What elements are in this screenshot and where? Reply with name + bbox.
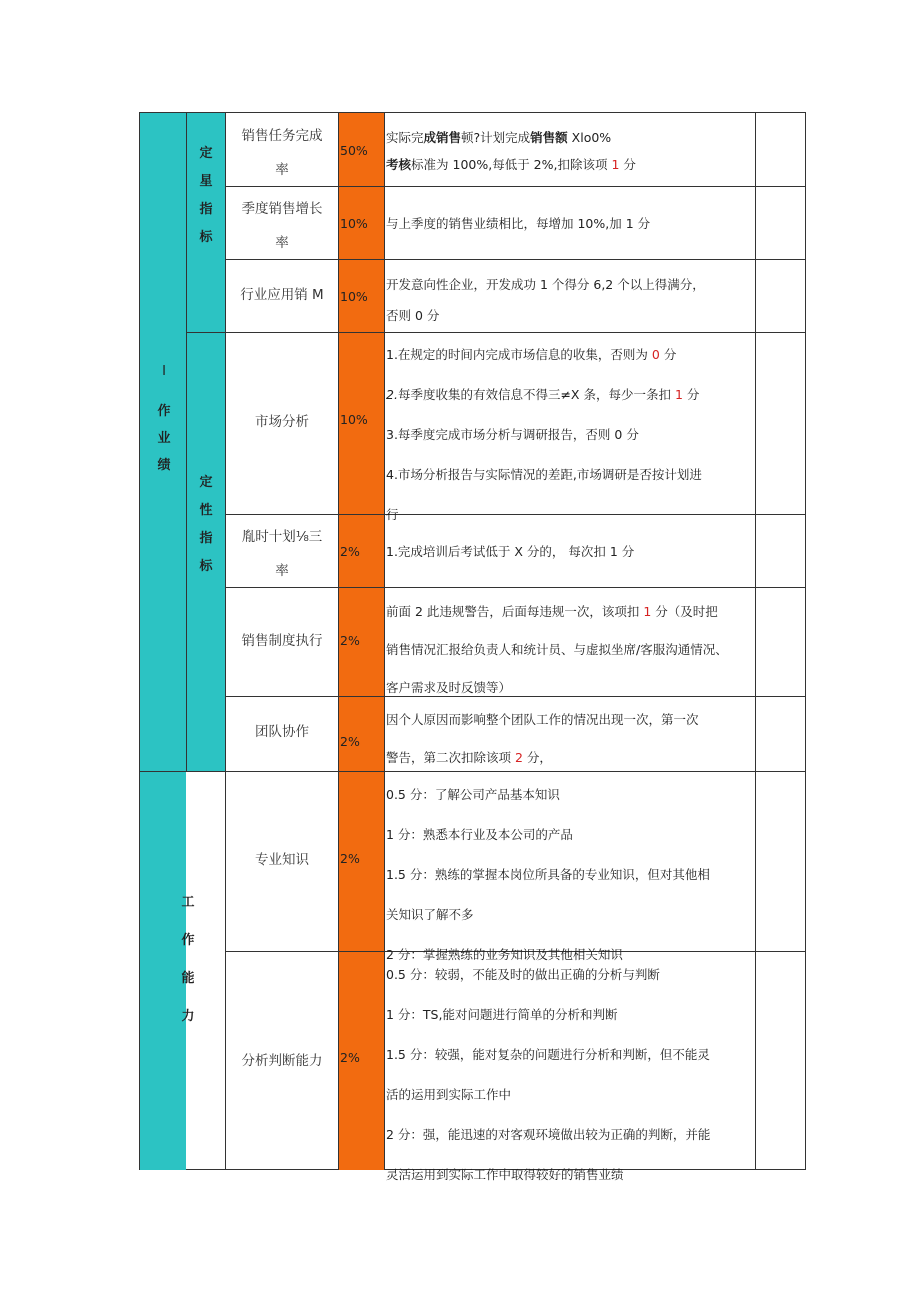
criteria-description xyxy=(386,775,754,962)
criteria-line xyxy=(386,775,754,815)
criteria-description xyxy=(386,335,754,522)
criteria-line xyxy=(386,495,754,535)
criteria-text: 分 xyxy=(619,157,636,172)
criteria-text: 顿?计划完成 xyxy=(461,130,531,145)
item-name-line: 团队协作 xyxy=(255,724,309,740)
item-name-line: 销售任务完成 xyxy=(241,128,323,144)
item-name xyxy=(226,520,338,588)
criteria-description xyxy=(386,701,754,769)
criteria-line xyxy=(386,1075,754,1115)
criteria-line xyxy=(386,701,754,739)
category-qualitative xyxy=(196,476,216,573)
criteria-text: 1.完成培训后考试低于 X 分的， 每次扣 1 分 xyxy=(386,544,635,559)
criteria-text: 1 分：TS,能对问题进行简单的分析和判断 xyxy=(386,1007,618,1022)
item-name xyxy=(226,281,338,309)
category-char: 定 xyxy=(199,146,213,161)
criteria-text: 销售情况汇报给负责人和统计员、与虚拟坐席/客服沟通情况、 xyxy=(386,642,728,657)
item-name-line: 率 xyxy=(275,162,289,178)
category-char: 业 xyxy=(157,431,171,446)
criteria-text: 每季度收集的有效信息不得三≠X 条，每少一条扣 xyxy=(397,387,675,402)
item-name-line: 率 xyxy=(275,235,289,251)
category-char: 力 xyxy=(181,1009,195,1024)
item-name-line: 分析判断能力 xyxy=(241,1053,323,1069)
weight-value: 10% xyxy=(340,216,368,231)
criteria-line xyxy=(386,593,754,631)
item-name-line: 市场分析 xyxy=(255,414,309,430)
item-name-line: 季度销售增长 xyxy=(241,201,323,217)
criteria-description xyxy=(386,214,754,258)
criteria-text: Xlo0% xyxy=(567,130,612,145)
criteria-description xyxy=(386,593,754,695)
score-highlight: 1 xyxy=(643,604,652,619)
category-char: 性 xyxy=(199,503,213,518)
criteria-text: 活的运用到实际工作中 xyxy=(386,1087,512,1102)
score-highlight: 2 xyxy=(514,750,523,765)
category-work-performance xyxy=(154,365,174,378)
criteria-text: 1.5 分：熟练的掌握本岗位所具备的专业知识，但对其他相 xyxy=(386,867,710,882)
criteria-text: 4.市场分析报告与实际情况的差距,市场调研是否按计划进 xyxy=(386,467,702,482)
criteria-description xyxy=(386,955,754,1182)
item-name xyxy=(226,119,338,187)
criteria-line xyxy=(386,1115,754,1155)
item-name-line: 率 xyxy=(275,563,289,579)
weight-value: 2% xyxy=(340,1050,360,1065)
criteria-text: 分 xyxy=(659,347,677,362)
criteria-text: 1.5 分：较强，能对复杂的问题进行分析和判断，但不能灵 xyxy=(386,1047,710,1062)
criteria-line xyxy=(386,955,754,995)
criteria-line xyxy=(386,306,754,326)
criteria-line xyxy=(386,121,754,155)
criteria-line xyxy=(386,264,754,306)
category-char: 星 xyxy=(199,174,213,189)
score-highlight: 0 xyxy=(651,347,660,362)
category-char: 标 xyxy=(199,559,213,574)
criteria-text: 灵活运用到实际工作中取得较好的销售业绩 xyxy=(386,1167,624,1182)
criteria-text: 因个人原因而影响整个团队工作的情况出现一次，第一次 xyxy=(386,712,699,727)
criteria-text: 客户需求及时反馈等） xyxy=(386,680,512,695)
criteria-line xyxy=(386,895,754,935)
criteria-text: 2. xyxy=(386,387,398,402)
category-char: 作 xyxy=(181,933,195,948)
weight-value: 10% xyxy=(340,289,368,304)
criteria-text: 否则 0 分 xyxy=(386,308,440,323)
weight-value: 2% xyxy=(340,633,360,648)
criteria-text: 标准为 100%,每低于 2%,扣除该项 xyxy=(411,157,612,172)
kpi-table xyxy=(139,112,806,1182)
criteria-text: 2 分：掌握熟练的业务知识及其他相关知识 xyxy=(386,947,623,962)
criteria-line xyxy=(386,415,754,455)
criteria-line xyxy=(386,335,754,375)
criteria-text: 分， xyxy=(522,750,552,765)
criteria-text: 行 xyxy=(386,507,399,522)
criteria-text: 3.每季度完成市场分析与调研报告，否则 0 分 xyxy=(386,427,639,442)
criteria-line xyxy=(386,855,754,895)
item-name-line: 行业应用销 M xyxy=(240,287,324,303)
criteria-line xyxy=(386,1155,754,1195)
criteria-line xyxy=(386,815,754,855)
criteria-text: 0.5 分：较弱，不能及时的做出正确的分析与判断 xyxy=(386,967,660,982)
item-name xyxy=(226,192,338,260)
criteria-text: 销售额 xyxy=(530,130,568,145)
criteria-text: 0.5 分：了解公司产品基本知识 xyxy=(386,787,560,802)
category-work-ability xyxy=(168,896,208,1023)
item-name xyxy=(226,627,338,655)
criteria-text: 1.在规定的时间内完成市场信息的收集，否则为 xyxy=(386,347,652,362)
category-char: 指 xyxy=(199,202,213,217)
criteria-text: 分 xyxy=(682,387,700,402)
criteria-text: 1 分：熟悉本行业及本公司的产品 xyxy=(386,827,573,842)
category-char: 标 xyxy=(199,230,213,245)
category-char: 工 xyxy=(181,895,195,910)
weight-value: 2% xyxy=(340,544,360,559)
criteria-line xyxy=(386,155,754,175)
category-work-performance-chars xyxy=(154,405,174,472)
criteria-line xyxy=(386,631,754,669)
item-name xyxy=(226,846,338,874)
category-quantitative xyxy=(196,147,216,244)
criteria-text: 考核 xyxy=(386,157,412,172)
criteria-text: 成销售 xyxy=(423,130,462,145)
category-char: 定 xyxy=(199,475,213,490)
category-char: 作 xyxy=(157,404,171,419)
weight-value: 10% xyxy=(340,412,368,427)
score-highlight: 1 xyxy=(674,387,683,402)
criteria-text: 前面 2 此违规警告，后面每违规一次，该项扣 xyxy=(386,604,644,619)
item-name xyxy=(226,718,338,746)
item-name-line: 销售制度执行 xyxy=(241,633,323,649)
criteria-description xyxy=(386,121,754,186)
criteria-line xyxy=(386,542,754,562)
criteria-text: 关知识了解不多 xyxy=(386,907,474,922)
criteria-text: 2 分：强，能迅速的对客观环境做出较为正确的判断，并能 xyxy=(386,1127,711,1142)
weight-value: 2% xyxy=(340,734,360,749)
criteria-line xyxy=(386,995,754,1035)
criteria-line xyxy=(386,455,754,495)
score-highlight: 1 xyxy=(611,157,620,172)
category-char: 能 xyxy=(181,971,195,986)
criteria-description xyxy=(386,264,754,332)
criteria-line xyxy=(386,375,754,415)
criteria-description xyxy=(386,542,754,586)
criteria-line xyxy=(386,1035,754,1075)
category-char: 指 xyxy=(199,531,213,546)
criteria-text: 与上季度的销售业绩相比，每增加 10%,加 1 分 xyxy=(386,216,651,231)
weight-value: 50% xyxy=(340,143,368,158)
item-name-line: 胤时十划⅛三 xyxy=(241,529,323,545)
item-name xyxy=(226,1047,338,1075)
criteria-line xyxy=(386,739,754,777)
item-name-line: 专业知识 xyxy=(255,852,309,868)
cat-char: I xyxy=(162,364,166,379)
weight-value: 2% xyxy=(340,851,360,866)
criteria-text: 分（及时把 xyxy=(651,604,718,619)
item-name xyxy=(226,408,338,436)
criteria-text: 实际完 xyxy=(386,130,424,145)
category-char: 绩 xyxy=(157,458,171,473)
criteria-text: 开发意向性企业，开发成功 1 个得分 6,2 个以上得满分， xyxy=(386,277,705,292)
criteria-line xyxy=(386,214,754,234)
criteria-text: 警告，第二次扣除该项 xyxy=(386,750,515,765)
